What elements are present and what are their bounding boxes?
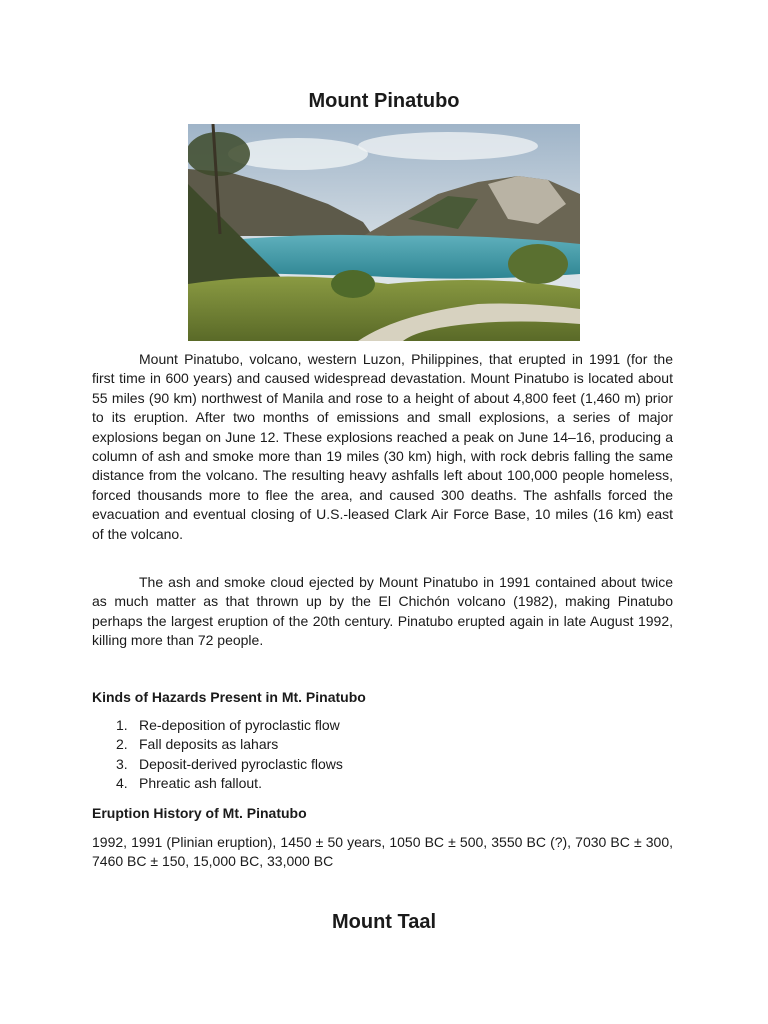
list-text: Phreatic ash fallout. bbox=[139, 775, 262, 792]
hazards-list bbox=[92, 716, 652, 794]
list-item bbox=[92, 755, 652, 774]
list-text: Re-deposition of pyroclastic flow bbox=[139, 717, 340, 733]
list-text: Fall deposits as lahars bbox=[139, 736, 279, 753]
history-heading: Eruption History of Mt. Pinatubo bbox=[92, 805, 307, 821]
crater-lake-photo bbox=[188, 124, 580, 341]
list-number: 4. bbox=[116, 775, 128, 792]
list-item bbox=[92, 774, 652, 793]
paragraph-text: The ash and smoke cloud ejected by Mount Pinatubo in 1991 contained about twice as much matter as that thrown up by the El Chichón volcano (1982), making Pinatubo perhaps the largest eruption of the 20th century. Pinatubo erupted again in late August 1992, killing more than 72 people. bbox=[92, 574, 673, 649]
page-title: Mount Pinatubo bbox=[308, 90, 460, 112]
list-number: 2. bbox=[116, 736, 128, 753]
list-number: 1. bbox=[116, 717, 128, 733]
cloud-paragraph bbox=[92, 573, 673, 651]
list-item bbox=[92, 716, 652, 735]
history-text: 1992, 1991 (Plinian eruption), 1450 ± 50 years, 1050 BC ± 500, 3550 BC (?), 7030 BC ± 300, 7460 BC ± 150, 15,000 BC, 33,000 BC bbox=[92, 834, 673, 870]
list-item bbox=[92, 735, 652, 754]
crater-lake-illustration bbox=[188, 124, 580, 341]
section-title: Mount Taal bbox=[331, 911, 437, 933]
paragraph-text: Mount Pinatubo, volcano, western Luzon, Philippines, that erupted in 1991 (for the first time in 600 years) and caused widespread devastation. Mount Pinatubo is located about 55 miles (90 km) northwest of Manila and rose to a height of about 4,800 feet (1,460 m) prior to its eruption. After two months of emissions and small explosions, a series of major explosions began on June 12. These explosions reached a peak on June 14–16, producing a column of ash and smoke more than 19 miles (30 km) high, with rock debris falling the same distance from the volcano. The resulting heavy ashfalls left about 100,000 people homeless, forced thousands more to flee the area, and caused 300 deaths. The ashfalls forced the evacuation and eventual closing of U.S.-leased Clark Air Force Base, 10 miles (16 km) east of the volcano. bbox=[92, 351, 673, 542]
list-text: Deposit-derived pyroclastic flows bbox=[139, 755, 343, 772]
list-number: 3. bbox=[116, 755, 128, 772]
intro-paragraph bbox=[92, 350, 673, 544]
hazards-heading: Kinds of Hazards Present in Mt. Pinatubo bbox=[92, 689, 366, 705]
